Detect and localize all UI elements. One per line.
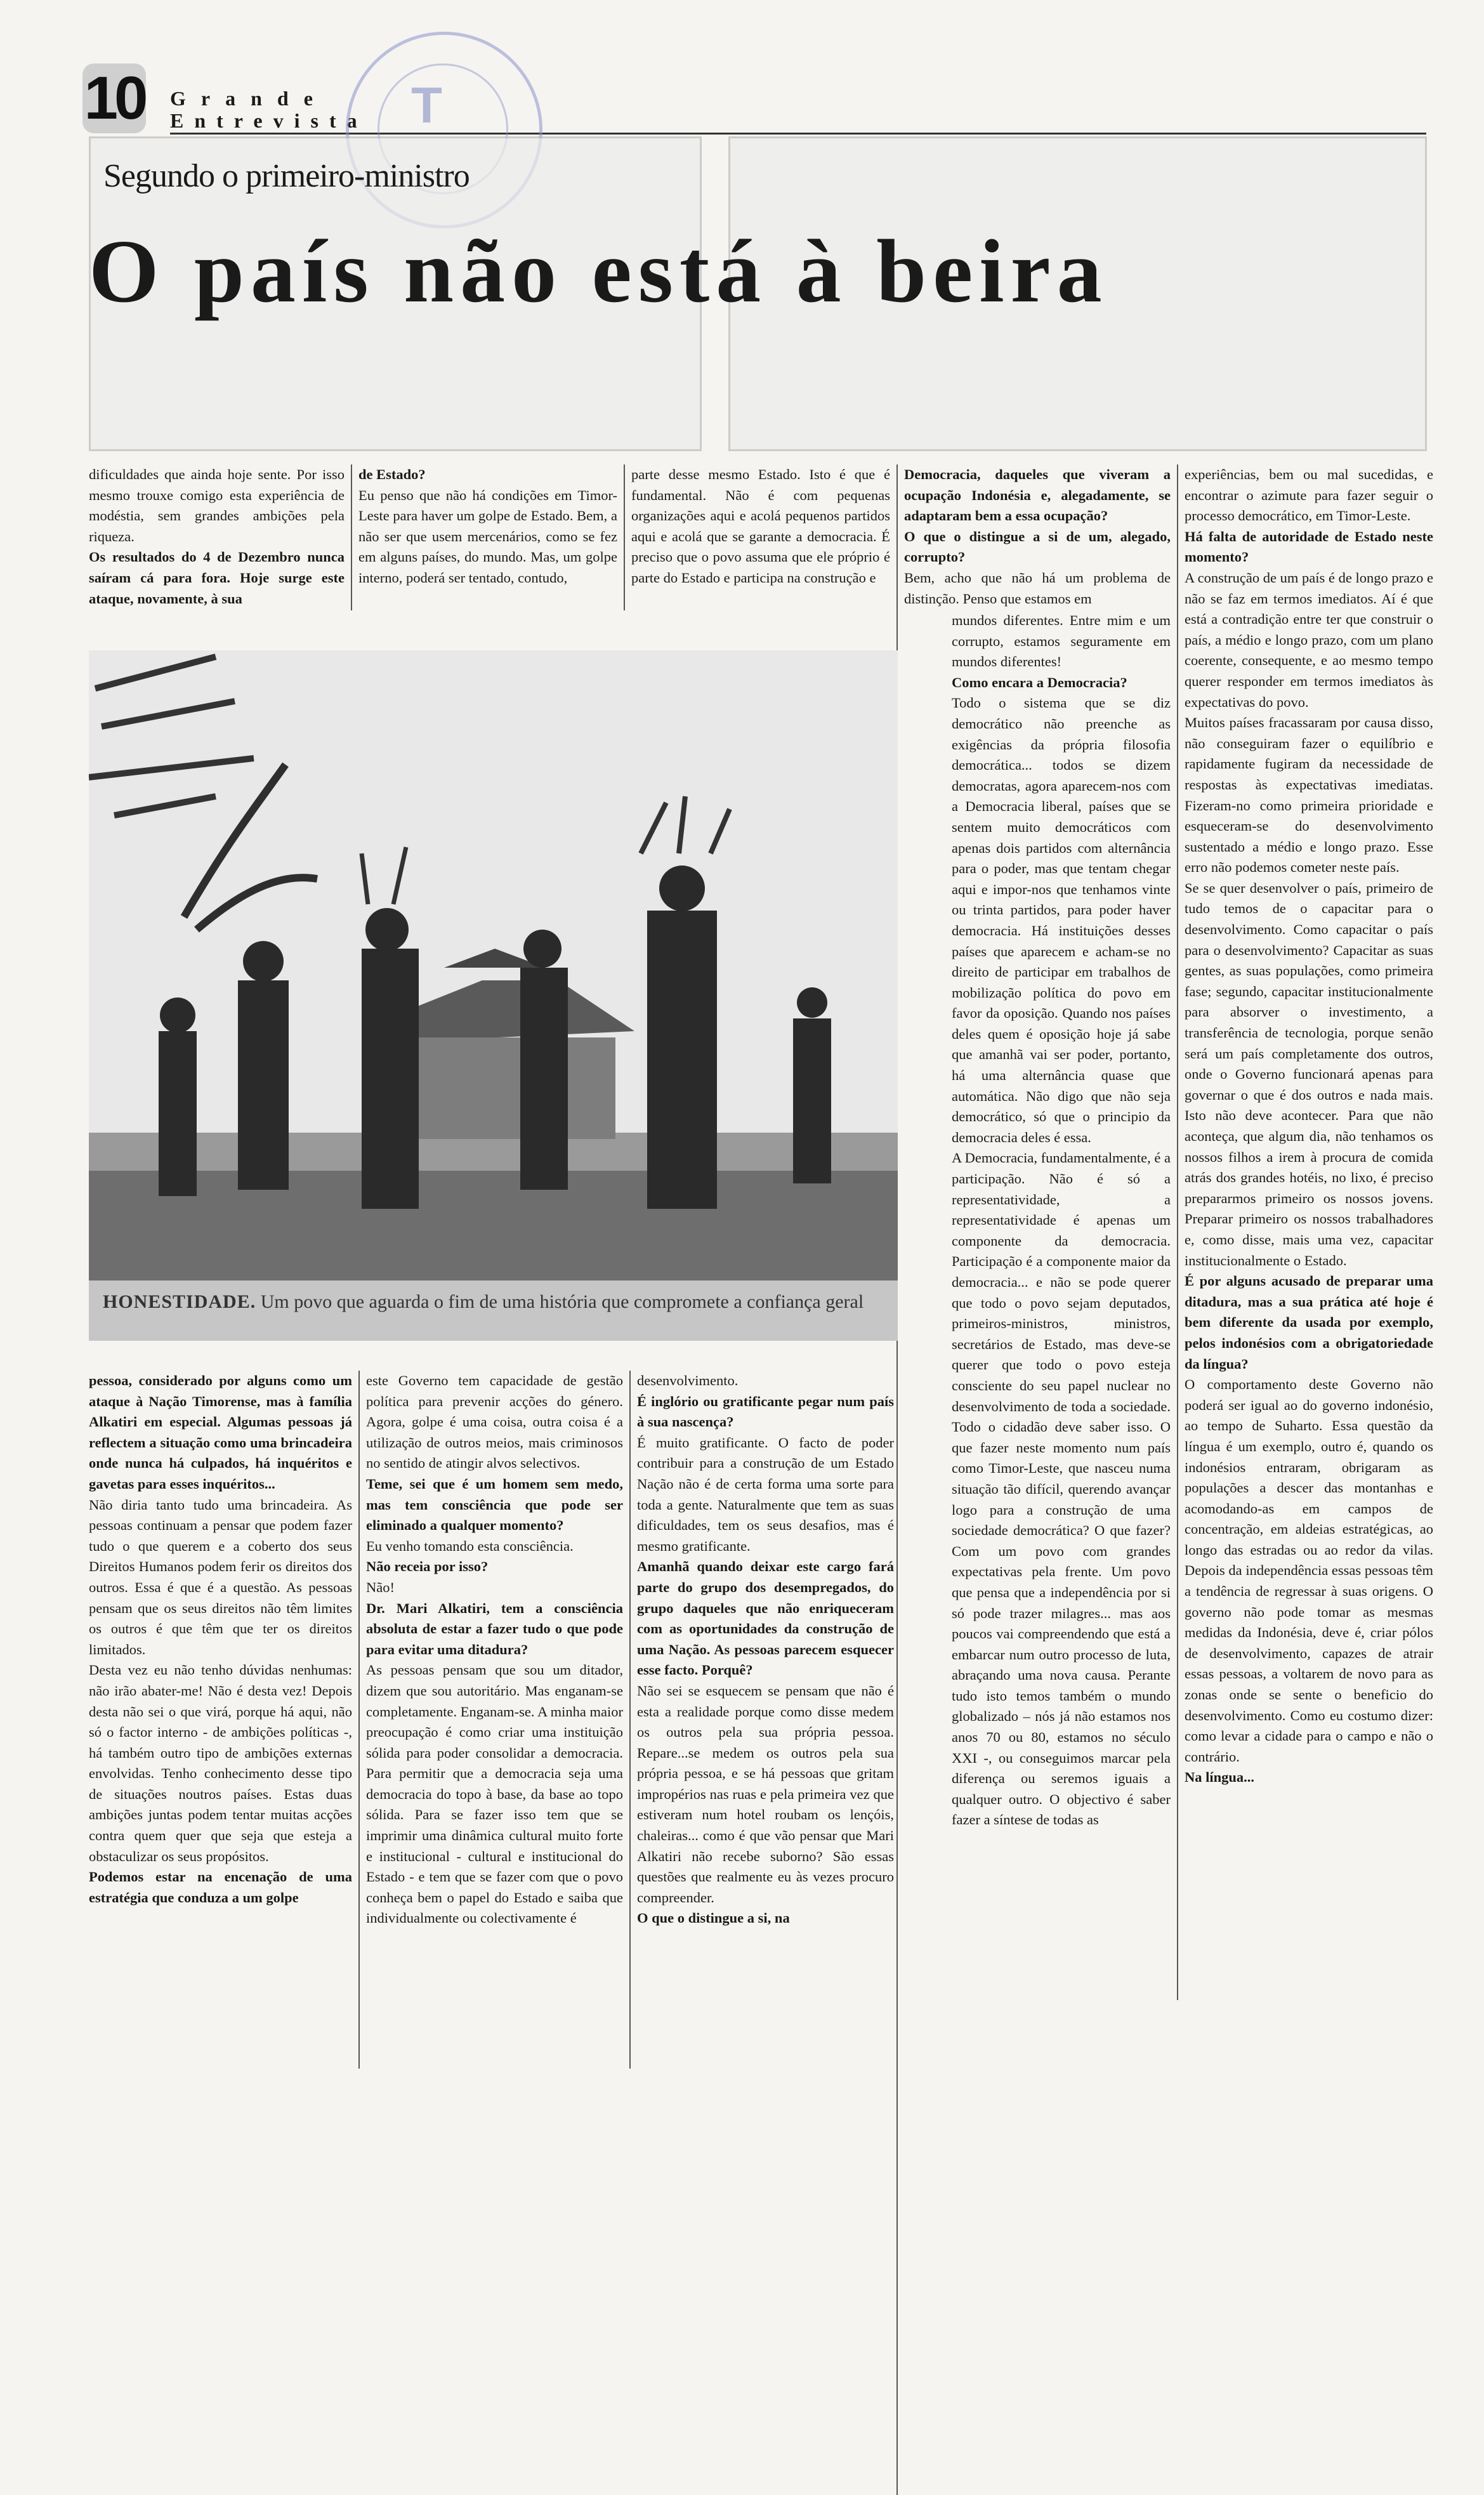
body-paragraph: As pessoas pensam que sou um ditador, dizem que sou autoritário. Mas enganam-se completamente. Enganam-se. A minha maior preocupação é como criar uma instituição sólida para poder consolidar a democracia. Para permitir que a democracia seja uma democracia do topo à base, da base ao topo sólida. Para se fazer isso tem que se imprimir uma dinâmica cultural muito forte e institucional - cultural e institucional do Estado - e tem que se fazer com que o povo conheça bem o papel do Estado e saiba que individualmente ou colectivamente é	[366, 1662, 623, 1926]
column-rule	[629, 1371, 631, 2069]
column-rule	[351, 464, 352, 610]
headline: O país não está à beira	[89, 221, 1108, 321]
body-paragraph: A Democracia, fundamentalmente, é a participação. Não é só a representatividade, a representatividade é apenas um componente da democracia. Participação é a componente maior da democracia... e não se pode querer que todo o povo sejam deputados, primeiros-ministros, ministros, secretários de Estado, mas deve-se querer que todo o povo esteja consciente do seu papel nuclear no desenvolvimento de toda a sociedade. Todo o cidadão deve saber isso. O que fazer neste momento num país como Timor-Leste, que nasceu numa situação tão difícil, querendo avançar logo para a construção de uma sociedade democrática? O que fazer? Com um povo com grandes expectativas pela frente. Um povo que pensa que a independência por si só pode trazer milagres... mas aos poucos vai compreendendo que está a embarcar num outro processo de luta, abraçando uma nova causa. Perante tudo isto temos também o mundo globalizado – nós já não estamos nos anos 70 ou 80, estamos no século XXI -, ou conseguimos marcar pela diferença ou seremos iguais a qualquer outro. O objectivo é saber fazer a síntese de todas as	[952, 1150, 1171, 1828]
photo-illustration	[89, 650, 898, 1294]
question-paragraph: de Estado?	[358, 466, 426, 482]
body-paragraph: Bem, acho que não há um problema de distinção. Penso que estamos em	[904, 569, 1171, 607]
article-column-3-bottom	[637, 1371, 894, 1929]
column-rule	[624, 464, 625, 610]
caption-label: HONESTIDADE.	[103, 1291, 256, 1312]
photo-caption	[103, 1291, 890, 1313]
body-paragraph: Não diria tanto tudo uma brincadeira. As pessoas continuam a pensar que podem fazer tudo o que querem e a coberto dos seus Direitos Humanos podem ferir os direitos dos outros. Essa é que é a questão. As pessoas pensam que os seus direitos não têm limites os outros é que têm que ter os direitos limitados.	[89, 1496, 352, 1657]
body-paragraph: Todo o sistema que se diz democrático não preenche as exigências da própria filosofia democrática... todos se dizem democratas, agora aparecem-nos com a Democracia liberal, países que se sentem muito democráticos com apenas dois partidos com alternância para o poder, mas que tentam chegar aqui e impor-nos que tenhamos vinte ou trinta partidos, para poder haver democracia. Há instituições desses países que aparecem e acham-se no direito de participar em trabalhos de mobilização política do povo em favor da oposição. Quando nos países deles quem é oposição hoje já sabe que amanhã vai ser poder, portanto, há uma alternância quase que automática. Não digo que não seja democrático, só que o principio da democracia deles é essa.	[952, 695, 1171, 1145]
article-column-5	[1185, 464, 1433, 1788]
question-paragraph: Há falta de autoridade de Estado neste momento?	[1185, 528, 1433, 565]
column-rule	[1177, 464, 1178, 2000]
caption-text: Um povo que aguarda o fim de uma história que compromete a confiança geral	[260, 1291, 864, 1312]
article-column-1-bottom	[89, 1371, 352, 1908]
body-paragraph: experiências, bem ou mal sucedidas, e encontrar o azimute para fazer seguir o processo democrático, em Timor-Leste.	[1185, 466, 1433, 524]
body-paragraph: parte desse mesmo Estado. Isto é que é fundamental. Não é com pequenas organizações aqui e acolá pequenos partidos aqui e acolá que se garante a democracia. É preciso que o povo assuma que ele próprio é parte do Estado e participa na construção e	[631, 466, 890, 586]
body-paragraph: O comportamento deste Governo não poderá ser igual ao do governo indonésio, ao tempo de Suharto. Essa questão da língua é um exemplo, outro é, quando os indonésios entraram, obrigaram as populações a descer das montanhas e acomodando-as em campos de concentração, em aldeias estratégicas, ao longo das estradas ou ao redor da vilas. Depois da independência essas pessoas têm a tendência de regressar à suas origens. O governo não pode tomar as mesmas medidas da Indonésia, deve é, criar pólos de desenvolvimento, capazes de atrair essas pessoas, a voltarem de novo para as zonas onde se sente o beneficio do desenvolvimento. Como eu costumo dizer: como levar a cidade para o campo e não o contrário.	[1185, 1376, 1433, 1765]
question-paragraph: Não receia por isso?	[366, 1558, 489, 1575]
article-column-4-body	[952, 610, 1171, 1831]
question-paragraph: Democracia, daqueles que viveram a ocupação Indonésia e, alegadamente, se adaptaram bem a essa ocupação?	[904, 466, 1171, 524]
article-column-1-top	[89, 464, 345, 609]
body-paragraph: mundos diferentes. Entre mim e um corrupto, estamos seguramente em mundos diferentes!	[952, 612, 1171, 670]
article-column-2-top	[358, 464, 617, 589]
kicker: Segundo o primeiro-ministro	[103, 158, 469, 194]
question-paragraph: Teme, sei que é um homem sem medo, mas tem consciência que pode ser eliminado a qualquer momento?	[366, 1475, 623, 1534]
question-paragraph: Os resultados do 4 de Dezembro nunca saíram cá para fora. Hoje surge este ataque, novamente, à sua	[89, 549, 345, 607]
body-paragraph: desenvolvimento.	[637, 1373, 739, 1388]
body-paragraph: A construção de um país é de longo prazo e não se faz em termos imediatos. Aí é que está a contradição entre ter que construir o país, a médio e longo prazo, com um plano coerente, consequente, e ao mesmo tempo querer responder em termos imediatos às expectativas do povo.	[1185, 569, 1433, 710]
body-paragraph: dificuldades que ainda hoje sente. Por isso mesmo trouxe comigo esta experiência de modéstia, sem grandes ambições pela riqueza.	[89, 466, 345, 544]
body-paragraph: Muitos países fracassaram por causa disso, não conseguiram fazer o equilíbrio e rapidamente fugiram da necessidade de respostas às expectativas imediatas. Fizeram-no como primeira prioridade e esqueceram-se do desenvolvimento sustentado a médio e longo prazo. Esse erro não podemos cometer neste país.	[1185, 714, 1433, 876]
section-label-2: Entrevista	[170, 109, 368, 132]
body-paragraph: Se se quer desenvolver o país, primeiro de tudo temos de o capacitar para o desenvolvimento. Como capacitar o país para o desenvolvimento? Capacitar as suas gentes, as suas populações, como primeira fase; segundo, capacitar institucionalmente para absorver o investimento, a transferência de tecnologia, porque senão será um país completamente dos outros, onde o Governo funcionará apenas para governar o que é dos outros e nada mais. Isto não deve acontecer. Para que não aconteça, que algum dia, não tenhamos os nossos filhos a irem à procura de comida atrás dos grandes hotéis, no lixo, é preciso prepararmos primeiro os nossos jovens. Preparar primeiro os nossos trabalhadores e, como disse, mais uma vez, capacitar institucionalmente o Estado.	[1185, 879, 1433, 1268]
body-paragraph: Desta vez eu não tenho dúvidas nenhumas: não irão abater-me! Não é desta vez! Depois desta não sei o que virá, porque há aqui, não só o factor interno - de ambições políticas -, há também outro tipo de ambições externas envolvidas. Tenho conhecimento desse tipo de situações noutros países. Estas duas ambições juntas podem tentar muitas acções contra quem quer que seja que esteja a obstaculizar os seus propósitos.	[89, 1662, 352, 1864]
news-photo	[89, 650, 898, 1294]
body-paragraph: É muito gratificante. O facto de poder contribuir para a construção de um Estado Nação não é de certa forma uma sorte para toda a gente. Naturalmente que tem as suas dificuldades, tem os seus desafios, mas é mesmo gratificante.	[637, 1434, 894, 1554]
body-paragraph: Não!	[366, 1579, 395, 1595]
body-paragraph: Não sei se esquecem se pensam que não é esta a realidade porque como disse medem os outros pela sua própria pessoa. Repare...se medem os outros pela sua própria pessoa, e se há pessoas que gritam impropérios nas ruas e pela primeira vez que estiveram num hotel roubam os lençóis, chaleiras... como é que vão pensar que Mari Alkatiri não recebe suborno? São essas questões que realmente eu às vezes procuro compreender.	[637, 1682, 894, 1906]
stamp-logo: T	[411, 77, 442, 133]
question-paragraph: É inglório ou gratificante pegar num país à sua nascença?	[637, 1393, 894, 1430]
question-paragraph: É por alguns acusado de preparar uma ditadura, mas a sua prática até hoje é bem diferente da usada por exemplo, pelos indonésios com a obrigatoriedade da língua?	[1185, 1273, 1433, 1372]
article-column-3-top	[631, 464, 890, 589]
question-paragraph: O que o distingue a si, na	[637, 1910, 790, 1926]
page-number: 10	[82, 63, 146, 133]
article-column-4-top	[904, 464, 1171, 609]
article-column-2-bottom	[366, 1371, 623, 1929]
question-paragraph: pessoa, considerado por alguns como um ataque à Nação Timorense, mas à família Alkatiri em especial. Algumas pessoas já reflectem a situação como uma brincadeira onde nunca há culpados, há inquéritos e gavetas para esses inquéritos...	[89, 1373, 352, 1492]
body-paragraph: este Governo tem capacidade de gestão política para prevenir acções do género. Agora, golpe é uma coisa, outra coisa é a utilização de outros meios, mais criminosos no sentido de atingir alvos selectivos.	[366, 1373, 623, 1471]
question-paragraph: O que o distingue a si de um, alegado, corrupto?	[904, 528, 1171, 565]
section-label: Grande	[170, 87, 328, 110]
question-paragraph: Amanhã quando deixar este cargo fará parte do grupo dos desempregados, do grupo daqueles que não enriqueceram com as oportunidades da construção de uma Nação. As pessoas parecem esquecer esse facto. Porquê?	[637, 1558, 894, 1678]
body-paragraph: Eu penso que não há condições em Timor-Leste para haver um golpe de Estado. Bem, a não ser que usem mercenários, como se fez em alguns países, do mundo. Mas, um golpe interno, poderá ser tentado, contudo,	[358, 487, 617, 586]
column-rule	[358, 1371, 360, 2069]
question-paragraph: Podemos estar na encenação de uma estratégia que conduza a um golpe	[89, 1869, 352, 1906]
question-paragraph: Na língua...	[1185, 1769, 1255, 1786]
body-paragraph: Eu venho tomando esta consciência.	[366, 1537, 574, 1554]
question-paragraph: Como encara a Democracia?	[952, 674, 1127, 690]
question-paragraph: Dr. Mari Alkatiri, tem a consciência absoluta de estar a fazer tudo o que pode para evitar uma ditadura?	[366, 1600, 623, 1657]
